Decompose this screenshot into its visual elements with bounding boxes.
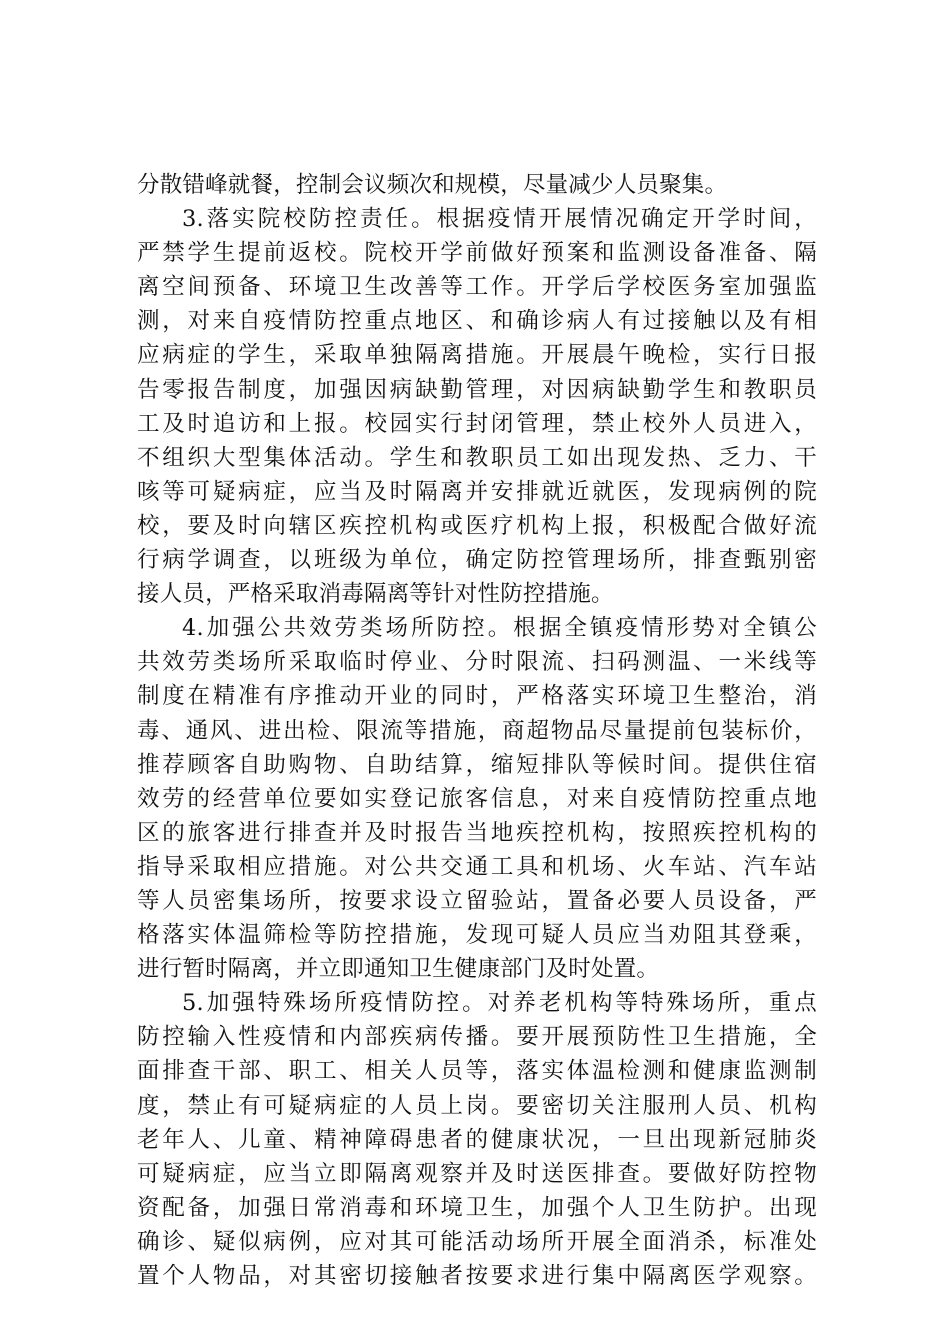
text-line: 离空间预备、环境卫生改善等工作。开学后学校医务室加强监 [137, 274, 817, 301]
text-line: 应病症的学生，采取单独隔离措施。开展晨午晚检，实行日报 [137, 342, 817, 369]
text-line: 进行暂时隔离，并立即通知卫生健康部门及时处置。 [137, 956, 660, 983]
text-line: 3.落实院校防控责任。根据疫情开展情况确定开学时间， [182, 206, 817, 233]
text-line: 咳等可疑病症，应当及时隔离并安排就近就医，发现病例的院 [137, 478, 817, 505]
document-body [137, 168, 817, 1293]
text-line: 防控输入性疫情和内部疾病传播。要开展预防性卫生措施，全 [137, 1024, 817, 1051]
text-line: 工及时追访和上报。校园实行封闭管理，禁止校外人员进入， [137, 410, 817, 437]
text-line: 度，禁止有可疑病症的人员上岗。要密切关注服刑人员、机构 [137, 1092, 817, 1119]
text-line: 推荐顾客自助购物、自助结算，缩短排队等候时间。提供住宿 [137, 751, 817, 778]
text-line: 5.加强特殊场所疫情防控。对养老机构等特殊场所，重点 [182, 990, 817, 1017]
text-line: 4.加强公共效劳类场所防控。根据全镇疫情形势对全镇公 [182, 615, 817, 642]
text-line: 等人员密集场所，按要求设立留验站，置备必要人员设备，严 [137, 887, 817, 914]
text-line: 分散错峰就餐，控制会议频次和规模，尽量减少人员聚集。 [137, 172, 728, 198]
text-line: 不组织大型集体活动。学生和教职员工如出现发热、乏力、干 [137, 444, 817, 471]
text-line: 面排查干部、职工、相关人员等，落实体温检测和健康监测制 [137, 1058, 817, 1085]
text-line: 校，要及时向辖区疾控机构或医疗机构上报，积极配合做好流 [137, 512, 817, 539]
text-line: 严禁学生提前返校。院校开学前做好预案和监测设备准备、隔 [137, 240, 817, 267]
text-line: 毒、通风、进出检、限流等措施，商超物品尽量提前包装标价， [137, 717, 817, 744]
text-line: 置个人物品，对其密切接触者按要求进行集中隔离医学观察。 [137, 1263, 817, 1289]
text-line: 指导采取相应措施。对公共交通工具和机场、火车站、汽车站 [137, 853, 817, 880]
text-line: 效劳的经营单位要如实登记旅客信息，对来自疫情防控重点地 [137, 785, 817, 812]
text-line: 区的旅客进行排查并及时报告当地疾控机构，按照疾控机构的 [137, 819, 817, 846]
text-line: 测，对来自疫情防控重点地区、和确诊病人有过接触以及有相 [137, 308, 817, 335]
text-line: 共效劳类场所采取临时停业、分时限流、扫码测温、一米线等 [137, 649, 817, 676]
text-line: 可疑病症，应当立即隔离观察并及时送医排查。要做好防控物 [137, 1160, 817, 1187]
text-line: 告零报告制度，加强因病缺勤管理，对因病缺勤学生和教职员 [137, 376, 817, 403]
text-line: 制度在精准有序推动开业的同时，严格落实环境卫生整治，消 [137, 683, 817, 710]
text-line: 行病学调查，以班级为单位，确定防控管理场所，排查甄别密 [137, 547, 817, 574]
text-line: 资配备，加强日常消毒和环境卫生，加强个人卫生防护。出现 [137, 1194, 817, 1221]
text-line: 老年人、儿童、精神障碍患者的健康状况，一旦出现新冠肺炎 [137, 1126, 817, 1153]
text-line: 格落实体温筛检等防控措施，发现可疑人员应当劝阻其登乘， [137, 922, 817, 949]
text-line: 接人员，严格采取消毒隔离等针对性防控措施。 [137, 581, 614, 608]
text-line: 确诊、疑似病例，应对其可能活动场所开展全面消杀，标准处 [137, 1228, 817, 1255]
